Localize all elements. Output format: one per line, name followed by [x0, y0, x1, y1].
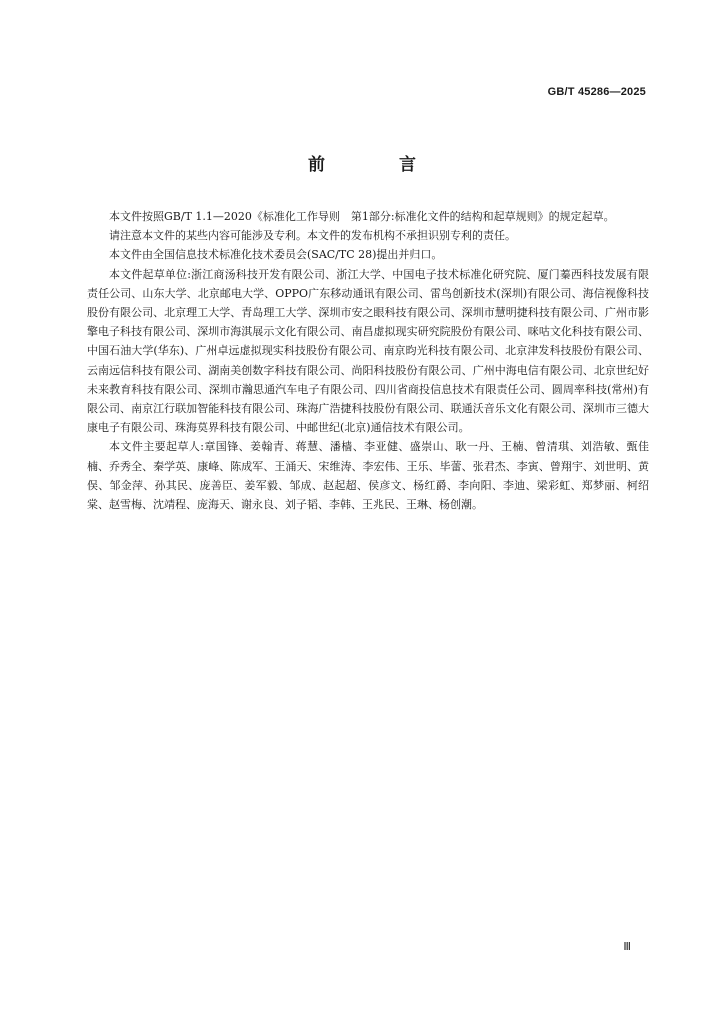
paragraph-patent-notice: 请注意本文件的某些内容可能涉及专利。本文件的发布机构不承担识别专利的责任。: [109, 229, 516, 243]
page-title: 前 言: [308, 155, 450, 175]
paragraph-proposer: 本文件由全国信息技术标准化技术委员会(SAC/TC 28)提出并归口。: [109, 248, 443, 262]
page-number: Ⅲ: [623, 941, 631, 953]
paragraph-drafters: 本文件主要起草人:章国锋、姜翰青、蒋慧、潘樯、李亚健、盛崇山、耿一丹、王楠、曾清琪、刘浩敏、甄佳楠、乔秀全、秦学英、康峰、陈成军、王涌天、宋维涛、李宏伟、王乐、毕蕾、张君杰、李寅、曾翔宇、刘世明、黄俣、邹金萍、孙其民、庞善臣、姜军毅、邹成、赵起超、侯彦文、杨红爵、李向阳、李迪、梁彩虹、郑梦丽、柯绍棠、赵雪梅、沈靖程、庞海天、谢永良、刘子韬、李韩、王兆民、王琳、杨创潮。: [87, 440, 649, 512]
paragraph-drafting-rules: 本文件按照GB/T 1.1—2020《标准化工作导则 第1部分:标准化文件的结构和起草规则》的规定起草。: [109, 210, 615, 223]
paragraph-drafting-units: 本文件起草单位:浙江商汤科技开发有限公司、浙江大学、中国电子技术标准化研究院、厦门蓁西科技发展有限责任公司、山东大学、北京邮电大学、OPPO广东移动通讯有限公司、雷鸟创新技术(深圳)有限公司、海信视像科技股份有限公司、北京理工大学、青岛理工大学、深圳市安之眼科技有限公司、深圳市慧明捷科技有限公司、广州市影擎电子科技有限公司、深圳市海淇展示文化有限公司、南昌虚拟现实研究院股份有限公司、咪咕文化科技有限公司、中国石油大学(华东)、广州卓远虚拟现实科技股份有限公司、南京昀光科技有限公司、北京津发科技股份有限公司、云南远信科技有限公司、湖南美创数字科技有限公司、尚阳科技股份有限公司、广州中海电信有限公司、北京世纪好未来教育科技有限公司、深圳市瀚思通汽车电子有限公司、四川省商投信息技术有限责任公司、圆周率科技(常州)有限公司、南京江行联加智能科技有限公司、珠海广浩捷科技股份有限公司、联通沃音乐文化有限公司、深圳市三德大康电子有限公司、珠海莫界科技有限公司、中邮世纪(北京)通信技术有限公司。: [87, 267, 649, 435]
foreword-body: [87, 207, 649, 514]
standard-code: GB/T 45286—2025: [547, 86, 646, 98]
